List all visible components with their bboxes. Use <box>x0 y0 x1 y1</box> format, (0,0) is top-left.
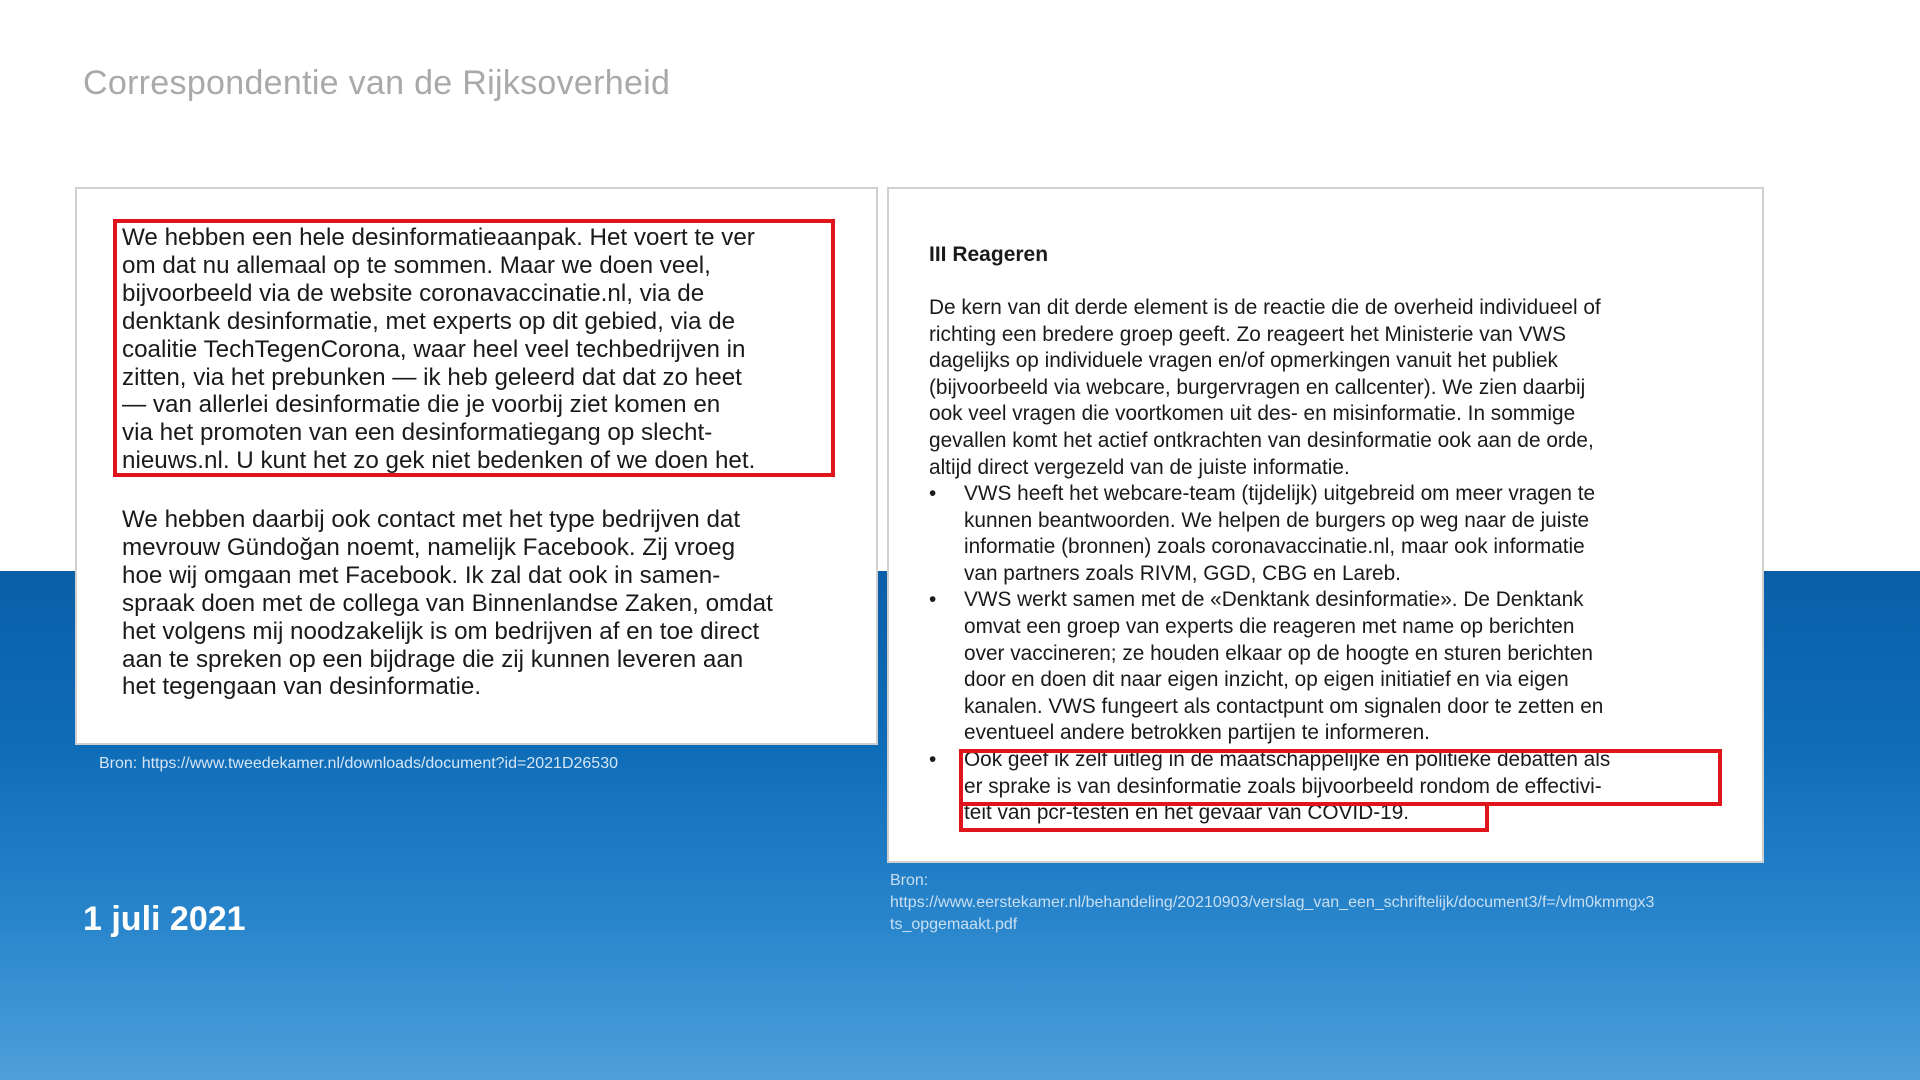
text-line: altijd direct vergezeld van de juiste informatie. <box>929 455 1350 479</box>
text-line: het volgens mij noodzakelijk is om bedrijven af en toe direct <box>122 617 760 645</box>
text-line: denktank desinformatie, met experts op dit gebied, via de <box>122 307 736 335</box>
text-line: omvat een groep van experts die reageren met name op berichten <box>964 614 1575 638</box>
highlight-box-right-tail <box>959 802 1489 832</box>
text-line: We hebben daarbij ook contact met het type bedrijven dat <box>122 506 741 533</box>
text-line: gevallen komt het actief ontkrachten van desinformatie ook aan de orde, <box>929 428 1594 452</box>
right-intro-paragraph <box>929 295 1749 481</box>
text-line: via het promoten van een desinformatiegang op slecht- <box>122 419 713 447</box>
text-line: VWS werkt samen met de «Denktank desinformatie». De Denktank <box>964 588 1584 612</box>
text-line: hoe wij omgaan met Facebook. Ik zal dat ook in samen- <box>122 561 721 589</box>
text-line: bijvoorbeeld via de website coronavaccinatie.nl, via de <box>122 279 705 307</box>
text-line: aan te spreken op een bijdrage die zij kunnen leveren aan <box>122 645 744 673</box>
text-line: door en doen dit naar eigen inzicht, op eigen initiatief en via eigen <box>964 668 1569 692</box>
source-right <box>890 870 1740 936</box>
text-line: er sprake is van desinformatie zoals bijvoorbeeld rondom de effectivi- <box>964 774 1602 798</box>
left-paragraph-2 <box>122 506 862 701</box>
slide-date: 1 juli 2021 <box>83 900 246 938</box>
source-url-line: https://www.eerstekamer.nl/behandeling/20210903/verslag_van_een_schriftelijk/document3/f=/vlm0kmmgx3 <box>890 894 1655 911</box>
text-line: zitten, via het prebunken — ik heb geleerd dat dat zo heet <box>122 363 742 391</box>
text-line: eventueel andere betrokken partijen te informeren. <box>964 721 1430 745</box>
bullet-item <box>929 481 1749 587</box>
bullet-dot-icon: • <box>929 482 937 505</box>
section-heading: III Reageren <box>929 243 1049 266</box>
bullet-item <box>929 587 1749 747</box>
text-line: over vaccineren; ze houden elkaar op de hoogte en sturen berichten <box>964 641 1593 665</box>
text-line: coalitie TechTegenCorona, waar heel veel techbedrijven in <box>122 335 746 363</box>
text-line: kanalen. VWS fungeert als contactpunt om signalen door te zetten en <box>964 694 1604 718</box>
text-line: spraak doen met de collega van Binnenlandse Zaken, omdat <box>122 589 773 617</box>
text-line: We hebben een hele desinformatieaanpak. Het voert te ver <box>122 224 755 251</box>
text-line: het tegengaan van desinformatie. <box>122 673 482 701</box>
left-document-excerpt <box>75 187 878 745</box>
text-line: mevrouw Gündoğan noemt, namelijk Facebook. Zij vroeg <box>122 533 736 561</box>
highlight-box-right <box>959 749 1722 806</box>
text-line: (bijvoorbeeld via webcare, burgervragen en callcenter). We zien daarbij <box>929 375 1586 399</box>
bullet-dot-icon: • <box>929 588 937 612</box>
text-line: — van allerlei desinformatie die je voorbij ziet komen en <box>122 391 721 419</box>
source-url-line: ts_opgemaakt.pdf <box>890 916 1018 933</box>
text-line: informatie (bronnen) zoals coronavaccinatie.nl, maar ook informatie <box>964 535 1585 559</box>
text-line: dagelijks op individuele vragen en/of opmerkingen vanuit het publiek <box>929 349 1558 373</box>
right-document-excerpt <box>887 187 1764 863</box>
text-line: Ook geef ik zelf uitleg in de maatschappelijke en politieke debatten als <box>964 747 1611 771</box>
source-left: Bron: https://www.tweedekamer.nl/downloads/document?id=2021D26530 <box>99 755 618 772</box>
text-line: teit van pcr-testen en het gevaar van COVID-19. <box>964 801 1410 825</box>
highlight-box-left <box>113 219 835 477</box>
text-line: om dat nu allemaal op te sommen. Maar we doen veel, <box>122 251 711 279</box>
slide-title: Correspondentie van de Rijksoverheid <box>83 64 671 102</box>
text-line: kunnen beantwoorden. We helpen de burgers op weg naar de juiste <box>964 508 1590 532</box>
text-line: richting een bredere groep geeft. Zo reageert het Ministerie van VWS <box>929 322 1566 346</box>
text-line: ook veel vragen die voortkomen uit des- en misinformatie. In sommige <box>929 402 1576 426</box>
source-label: Bron: <box>890 872 929 889</box>
text-line: VWS heeft het webcare-team (tijdelijk) uitgebreid om meer vragen te <box>964 482 1596 505</box>
text-line: De kern van dit derde element is de reactie die de overheid individueel of <box>929 296 1601 319</box>
text-line: nieuws.nl. U kunt het zo gek niet bedenken of we doen het. <box>122 447 756 475</box>
bullet-dot-icon: • <box>929 747 937 771</box>
text-line: van partners zoals RIVM, GGD, CBG en Lareb. <box>964 561 1401 585</box>
